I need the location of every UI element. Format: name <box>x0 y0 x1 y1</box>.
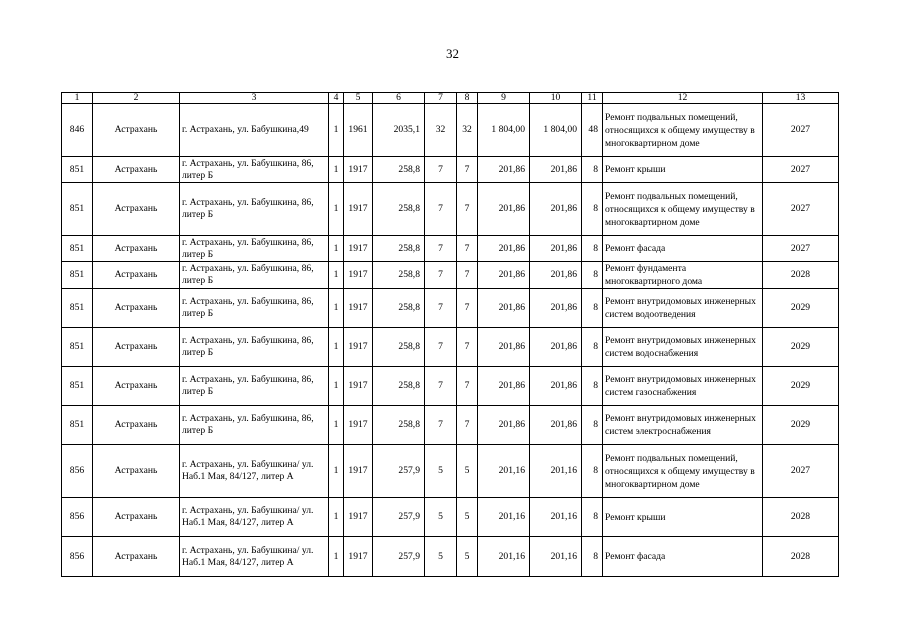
cell-residents: 8 <box>582 445 603 498</box>
cell-residents: 8 <box>582 406 603 445</box>
cell-flats-total: 7 <box>425 289 457 328</box>
cell-address: г. Астрахань, ул. Бабушкина, 86, литер Б <box>180 328 329 367</box>
cell-city: Астрахань <box>93 183 180 236</box>
cell-address: г. Астрахань, ул. Бабушкина, 86, литер Б <box>180 262 329 289</box>
header-cell-6: 6 <box>373 93 425 104</box>
cell-area-living: 201,16 <box>530 537 582 577</box>
cell-area-living: 201,86 <box>530 262 582 289</box>
cell-area-living: 201,86 <box>530 157 582 183</box>
cell-city: Астрахань <box>93 406 180 445</box>
cell-flats-total: 7 <box>425 236 457 262</box>
cell-year: 1917 <box>344 289 373 328</box>
cell-address: г. Астрахань, ул. Бабушкина, 86, литер Б <box>180 183 329 236</box>
cell-flats-total: 5 <box>425 445 457 498</box>
cell-area: 2035,1 <box>373 104 425 157</box>
cell-flats-total: 7 <box>425 157 457 183</box>
cell-flats-total: 5 <box>425 498 457 537</box>
cell-area-total: 201,86 <box>478 236 530 262</box>
cell-number: 851 <box>62 236 93 262</box>
cell-area: 258,8 <box>373 289 425 328</box>
cell-flats-total: 5 <box>425 537 457 577</box>
cell-residents: 8 <box>582 498 603 537</box>
cell-city: Астрахань <box>93 445 180 498</box>
cell-flats-living: 7 <box>457 183 478 236</box>
table-row <box>62 406 839 445</box>
cell-year: 1917 <box>344 328 373 367</box>
cell-flats-total: 7 <box>425 406 457 445</box>
cell-houses: 1 <box>329 406 344 445</box>
cell-address: г. Астрахань, ул. Бабушкина/ ул. Наб.1 Мая, 84/127, литер А <box>180 537 329 577</box>
cell-year: 1917 <box>344 157 373 183</box>
table-row <box>62 498 839 537</box>
cell-flats-living: 7 <box>457 262 478 289</box>
cell-work-type: Ремонт подвальных помещений, относящихся к общему имуществу в многоквартирном доме <box>603 104 763 157</box>
cell-houses: 1 <box>329 498 344 537</box>
cell-residents: 8 <box>582 236 603 262</box>
header-row <box>62 93 839 104</box>
cell-work-type: Ремонт крыши <box>603 157 763 183</box>
table-row <box>62 537 839 577</box>
header-cell-1: 1 <box>62 93 93 104</box>
cell-area-living: 201,16 <box>530 445 582 498</box>
cell-residents: 8 <box>582 157 603 183</box>
cell-area: 258,8 <box>373 367 425 406</box>
cell-year-planned: 2027 <box>763 157 839 183</box>
header-cell-4: 4 <box>329 93 344 104</box>
cell-flats-living: 7 <box>457 289 478 328</box>
cell-flats-living: 5 <box>457 498 478 537</box>
cell-area-total: 201,16 <box>478 498 530 537</box>
cell-year-planned: 2029 <box>763 367 839 406</box>
cell-area: 258,8 <box>373 236 425 262</box>
cell-work-type: Ремонт фундамента многоквартирного дома <box>603 262 763 289</box>
cell-area: 258,8 <box>373 328 425 367</box>
cell-area: 257,9 <box>373 445 425 498</box>
cell-number: 851 <box>62 183 93 236</box>
cell-houses: 1 <box>329 328 344 367</box>
cell-year: 1961 <box>344 104 373 157</box>
cell-work-type: Ремонт внутридомовых инженерных систем водоотведения <box>603 289 763 328</box>
cell-number: 851 <box>62 289 93 328</box>
cell-area-living: 201,86 <box>530 289 582 328</box>
cell-number: 851 <box>62 406 93 445</box>
cell-address: г. Астрахань, ул. Бабушкина, 86, литер Б <box>180 367 329 406</box>
cell-area: 258,8 <box>373 406 425 445</box>
cell-houses: 1 <box>329 183 344 236</box>
cell-address: г. Астрахань, ул. Бабушкина, 86, литер Б <box>180 157 329 183</box>
cell-area-living: 201,86 <box>530 406 582 445</box>
cell-flats-living: 7 <box>457 328 478 367</box>
cell-houses: 1 <box>329 104 344 157</box>
table-row <box>62 328 839 367</box>
cell-city: Астрахань <box>93 157 180 183</box>
cell-residents: 8 <box>582 183 603 236</box>
cell-area: 257,9 <box>373 498 425 537</box>
cell-work-type: Ремонт подвальных помещений, относящихся к общему имуществу в многоквартирном доме <box>603 445 763 498</box>
cell-year-planned: 2028 <box>763 262 839 289</box>
cell-year: 1917 <box>344 367 373 406</box>
cell-area-living: 201,86 <box>530 183 582 236</box>
cell-houses: 1 <box>329 445 344 498</box>
table-row <box>62 367 839 406</box>
cell-city: Астрахань <box>93 262 180 289</box>
cell-work-type: Ремонт крыши <box>603 498 763 537</box>
cell-area-living: 201,86 <box>530 328 582 367</box>
cell-area-total: 201,86 <box>478 183 530 236</box>
cell-area-living: 201,16 <box>530 498 582 537</box>
cell-address: г. Астрахань, ул. Бабушкина,49 <box>180 104 329 157</box>
header-cell-5: 5 <box>344 93 373 104</box>
cell-area-total: 201,16 <box>478 445 530 498</box>
repair-schedule-table <box>61 92 839 577</box>
cell-number: 851 <box>62 157 93 183</box>
cell-flats-living: 5 <box>457 445 478 498</box>
cell-number: 851 <box>62 367 93 406</box>
cell-houses: 1 <box>329 262 344 289</box>
cell-year-planned: 2029 <box>763 328 839 367</box>
cell-area-total: 201,86 <box>478 328 530 367</box>
cell-flats-total: 7 <box>425 328 457 367</box>
cell-area-total: 1 804,00 <box>478 104 530 157</box>
cell-city: Астрахань <box>93 104 180 157</box>
cell-residents: 8 <box>582 537 603 577</box>
header-cell-9: 9 <box>478 93 530 104</box>
cell-number: 851 <box>62 328 93 367</box>
cell-work-type: Ремонт фасада <box>603 236 763 262</box>
header-cell-3: 3 <box>180 93 329 104</box>
cell-area-total: 201,16 <box>478 537 530 577</box>
cell-area-total: 201,86 <box>478 157 530 183</box>
cell-flats-living: 7 <box>457 236 478 262</box>
cell-address: г. Астрахань, ул. Бабушкина, 86, литер Б <box>180 236 329 262</box>
cell-year-planned: 2027 <box>763 445 839 498</box>
table-row <box>62 289 839 328</box>
header-cell-2: 2 <box>93 93 180 104</box>
cell-flats-living: 7 <box>457 406 478 445</box>
cell-flats-living: 5 <box>457 537 478 577</box>
cell-residents: 8 <box>582 289 603 328</box>
cell-area: 258,8 <box>373 183 425 236</box>
cell-number: 856 <box>62 445 93 498</box>
cell-year: 1917 <box>344 262 373 289</box>
cell-address: г. Астрахань, ул. Бабушкина, 86, литер Б <box>180 406 329 445</box>
cell-area: 258,8 <box>373 262 425 289</box>
cell-houses: 1 <box>329 537 344 577</box>
cell-houses: 1 <box>329 157 344 183</box>
cell-area: 258,8 <box>373 157 425 183</box>
cell-work-type: Ремонт подвальных помещений, относящихся к общему имуществу в многоквартирном доме <box>603 183 763 236</box>
cell-work-type: Ремонт внутридомовых инженерных систем газоснабжения <box>603 367 763 406</box>
cell-houses: 1 <box>329 367 344 406</box>
cell-residents: 8 <box>582 367 603 406</box>
cell-number: 846 <box>62 104 93 157</box>
table-row <box>62 262 839 289</box>
cell-flats-living: 7 <box>457 157 478 183</box>
page-number: 32 <box>446 46 459 61</box>
cell-flats-living: 7 <box>457 367 478 406</box>
header-cell-10: 10 <box>530 93 582 104</box>
cell-work-type: Ремонт внутридомовых инженерных систем электроснабжения <box>603 406 763 445</box>
cell-city: Астрахань <box>93 236 180 262</box>
cell-flats-total: 7 <box>425 183 457 236</box>
header-cell-8: 8 <box>457 93 478 104</box>
header-cell-12: 12 <box>603 93 763 104</box>
table-row <box>62 236 839 262</box>
table-row <box>62 104 839 157</box>
header-cell-7: 7 <box>425 93 457 104</box>
cell-number: 856 <box>62 537 93 577</box>
cell-year-planned: 2029 <box>763 289 839 328</box>
cell-year-planned: 2028 <box>763 498 839 537</box>
cell-flats-total: 32 <box>425 104 457 157</box>
cell-residents: 48 <box>582 104 603 157</box>
header-cell-13: 13 <box>763 93 839 104</box>
cell-year: 1917 <box>344 236 373 262</box>
cell-area-living: 201,86 <box>530 367 582 406</box>
cell-flats-total: 7 <box>425 262 457 289</box>
cell-area-total: 201,86 <box>478 262 530 289</box>
cell-year: 1917 <box>344 498 373 537</box>
cell-work-type: Ремонт внутридомовых инженерных систем водоснабжения <box>603 328 763 367</box>
cell-houses: 1 <box>329 289 344 328</box>
cell-houses: 1 <box>329 236 344 262</box>
header-cell-11: 11 <box>582 93 603 104</box>
cell-city: Астрахань <box>93 367 180 406</box>
cell-work-type: Ремонт фасада <box>603 537 763 577</box>
cell-address: г. Астрахань, ул. Бабушкина/ ул. Наб.1 Мая, 84/127, литер А <box>180 498 329 537</box>
table-row <box>62 445 839 498</box>
cell-flats-living: 32 <box>457 104 478 157</box>
cell-year-planned: 2028 <box>763 537 839 577</box>
cell-year: 1917 <box>344 445 373 498</box>
cell-year: 1917 <box>344 406 373 445</box>
cell-residents: 8 <box>582 328 603 367</box>
cell-area-living: 201,86 <box>530 236 582 262</box>
table-row <box>62 183 839 236</box>
cell-year-planned: 2027 <box>763 236 839 262</box>
cell-year: 1917 <box>344 537 373 577</box>
cell-area: 257,9 <box>373 537 425 577</box>
cell-number: 851 <box>62 262 93 289</box>
cell-city: Астрахань <box>93 328 180 367</box>
cell-year-planned: 2029 <box>763 406 839 445</box>
cell-city: Астрахань <box>93 498 180 537</box>
cell-flats-total: 7 <box>425 367 457 406</box>
cell-area-total: 201,86 <box>478 406 530 445</box>
cell-year-planned: 2027 <box>763 104 839 157</box>
cell-city: Астрахань <box>93 537 180 577</box>
cell-residents: 8 <box>582 262 603 289</box>
cell-area-total: 201,86 <box>478 289 530 328</box>
cell-number: 856 <box>62 498 93 537</box>
cell-year-planned: 2027 <box>763 183 839 236</box>
cell-address: г. Астрахань, ул. Бабушкина, 86, литер Б <box>180 289 329 328</box>
table-row <box>62 157 839 183</box>
cell-year: 1917 <box>344 183 373 236</box>
cell-city: Астрахань <box>93 289 180 328</box>
cell-address: г. Астрахань, ул. Бабушкина/ ул. Наб.1 Мая, 84/127, литер А <box>180 445 329 498</box>
cell-area-total: 201,86 <box>478 367 530 406</box>
cell-area-living: 1 804,00 <box>530 104 582 157</box>
